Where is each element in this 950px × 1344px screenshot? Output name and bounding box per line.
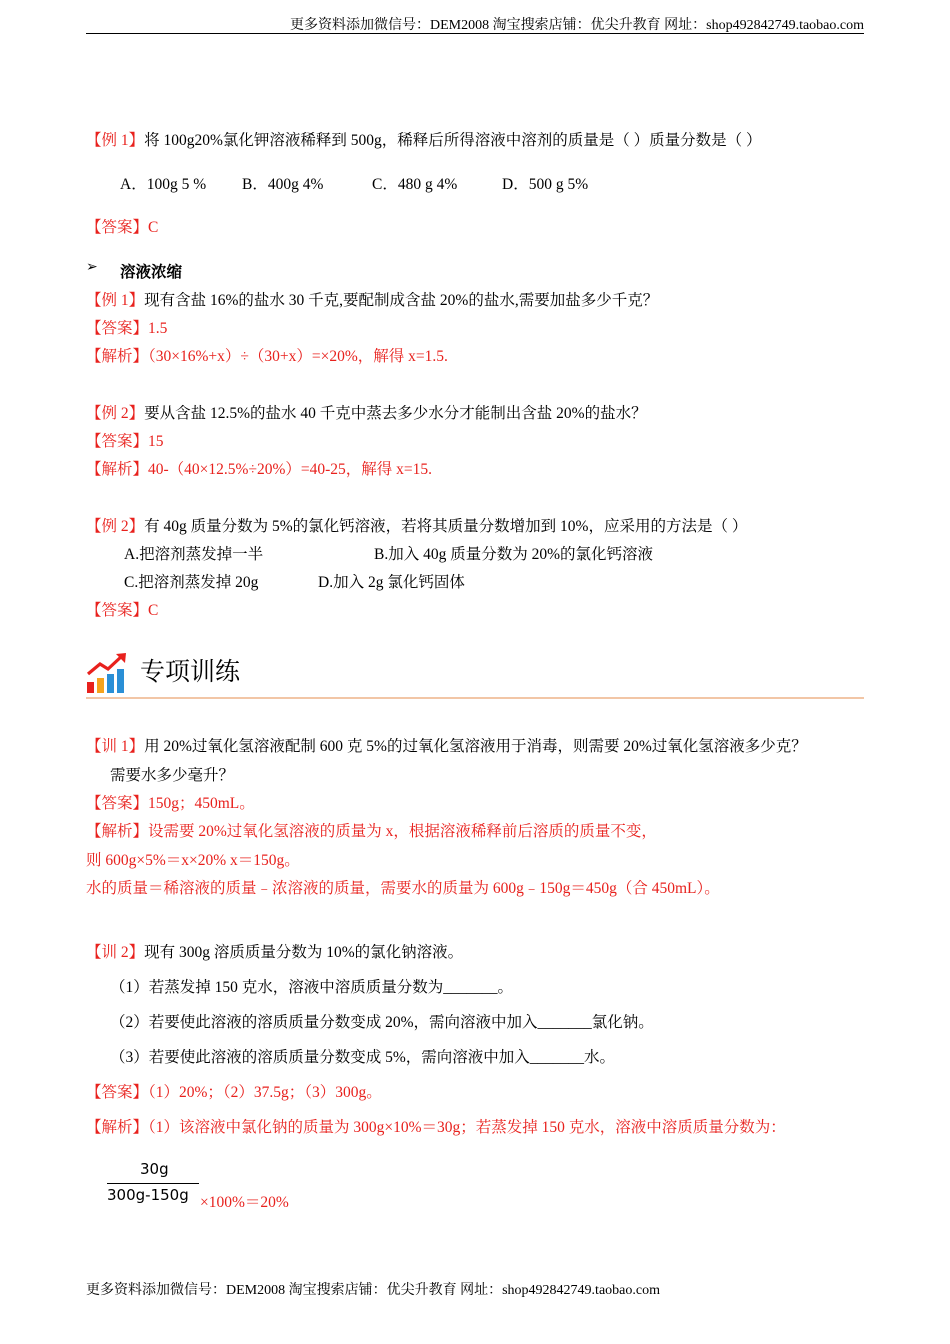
- training-question: 用 20%过氧化氢溶液配制 600 克 5%的过氧化氢溶液用于消毒，则需要 20%过氧化氢溶液多少克？: [144, 738, 807, 755]
- example-conc-3: [86, 514, 747, 536]
- example-dilute: [86, 128, 762, 150]
- option-a: A.把溶剂蒸发掉一半: [124, 546, 264, 563]
- training-question: 现有 300g 溶质质量分数为 10%的氯化钠溶液。: [144, 944, 464, 961]
- option-c: C.把溶剂蒸发掉 20g: [124, 574, 259, 591]
- analysis-line-3: 水的质量＝稀溶液的质量﹣浓溶液的质量，需要水的质量为 600g﹣150g＝450g（合 450mL）。: [86, 880, 720, 897]
- fraction-bar: [107, 1183, 199, 1184]
- arrow-bullet-icon: ➢: [86, 260, 98, 275]
- analysis-line-1: 【解析】设需要 20%过氧化氢溶液的质量为 x，根据溶液稀释前后溶质的质量不变，: [86, 823, 657, 840]
- fraction-denominator: 300g-150g: [107, 1186, 189, 1204]
- fraction-result: ×100%＝20%: [200, 1194, 289, 1211]
- option-d: D．500 g 5%: [502, 176, 589, 193]
- training-question-cont: 需要水多少毫升？: [110, 767, 235, 784]
- fraction-numerator: 30g: [140, 1160, 169, 1178]
- example-question: 要从含盐 12.5%的盐水 40 千克中蒸去多少水分才能制出含盐 20%的盐水？: [144, 405, 647, 422]
- training-tag: 【训 1】: [86, 738, 145, 755]
- option-c: C．480 g 4%: [372, 176, 458, 193]
- header-divider: [86, 33, 864, 34]
- answer: 【答案】15: [86, 433, 164, 450]
- analysis: 【解析】（30×16%+x）÷（30+x）=×20%，解得 x=1.5.: [86, 348, 448, 365]
- analysis: 【解析】（1）该溶液中氯化钠的质量为 300g×10%＝30g；若蒸发掉 150 克水，溶液中溶质质量分数为：: [86, 1119, 786, 1136]
- sub-question-3: （3）若要使此溶液的溶质质量分数变成 5%，需向溶液中加入_______水。: [110, 1049, 616, 1066]
- option-a: A．100g 5 %: [120, 176, 207, 193]
- answer: 【答案】（1）20%；（2）37.5g；（3）300g。: [86, 1084, 382, 1101]
- option-d: D.加入 2g 氯化钙固体: [318, 574, 465, 591]
- example-question: 有 40g 质量分数为 5%的氯化钙溶液，若将其质量分数增加到 10%，应采用的方法是（ ）: [144, 518, 748, 535]
- example-tag: 【例 2】: [86, 518, 145, 535]
- example-conc-1: [86, 288, 658, 310]
- option-b: B．400g 4%: [242, 176, 324, 193]
- example-conc-2: [86, 401, 647, 423]
- analysis: 【解析】40-（40×12.5%÷20%）=40-25，解得 x=15.: [86, 461, 433, 478]
- option-b: B.加入 40g 质量分数为 20%的氯化钙溶液: [374, 546, 654, 563]
- answer: 【答案】C: [86, 219, 159, 236]
- training-2: [86, 940, 463, 962]
- page-header: 更多资料添加微信号：DEM2008 淘宝搜索店铺：优尖升教育 网址：shop492842749.taobao.com: [290, 18, 864, 33]
- example-question: 现有含盐 16%的盐水 30 千克,要配制成含盐 20%的盐水,需要加盐多少千克？: [144, 292, 659, 309]
- example-question: 将 100g20%氯化钾溶液稀释到 500g，稀释后所得溶液中溶剂的质量是（ ）质量分数是（ ）: [144, 132, 762, 149]
- example-tag: 【例 1】: [86, 132, 145, 149]
- sub-question-2: （2）若要使此溶液的溶质质量分数变成 20%，需向溶液中加入_______氯化钠。: [110, 1014, 654, 1031]
- sub-heading-title: 溶液浓缩: [120, 264, 183, 281]
- example-tag: 【例 2】: [86, 405, 145, 422]
- training-1: [86, 734, 807, 756]
- chart-icon: [86, 652, 128, 694]
- training-tag: 【训 2】: [86, 944, 145, 961]
- answer: 【答案】150g；450mL。: [86, 795, 255, 812]
- example-tag: 【例 1】: [86, 292, 145, 309]
- answer: 【答案】1.5: [86, 320, 168, 337]
- answer: 【答案】C: [86, 602, 159, 619]
- section-title: 专项训练: [140, 657, 241, 686]
- page-footer: 更多资料添加微信号：DEM2008 淘宝搜索店铺：优尖升教育 网址：shop492842749.taobao.com: [86, 1283, 660, 1298]
- section-divider: [86, 697, 864, 699]
- sub-question-1: （1）若蒸发掉 150 克水，溶液中溶质质量分数为_______。: [110, 979, 514, 996]
- analysis-line-2: 则 600g×5%＝x×20% x＝150g。: [86, 852, 300, 869]
